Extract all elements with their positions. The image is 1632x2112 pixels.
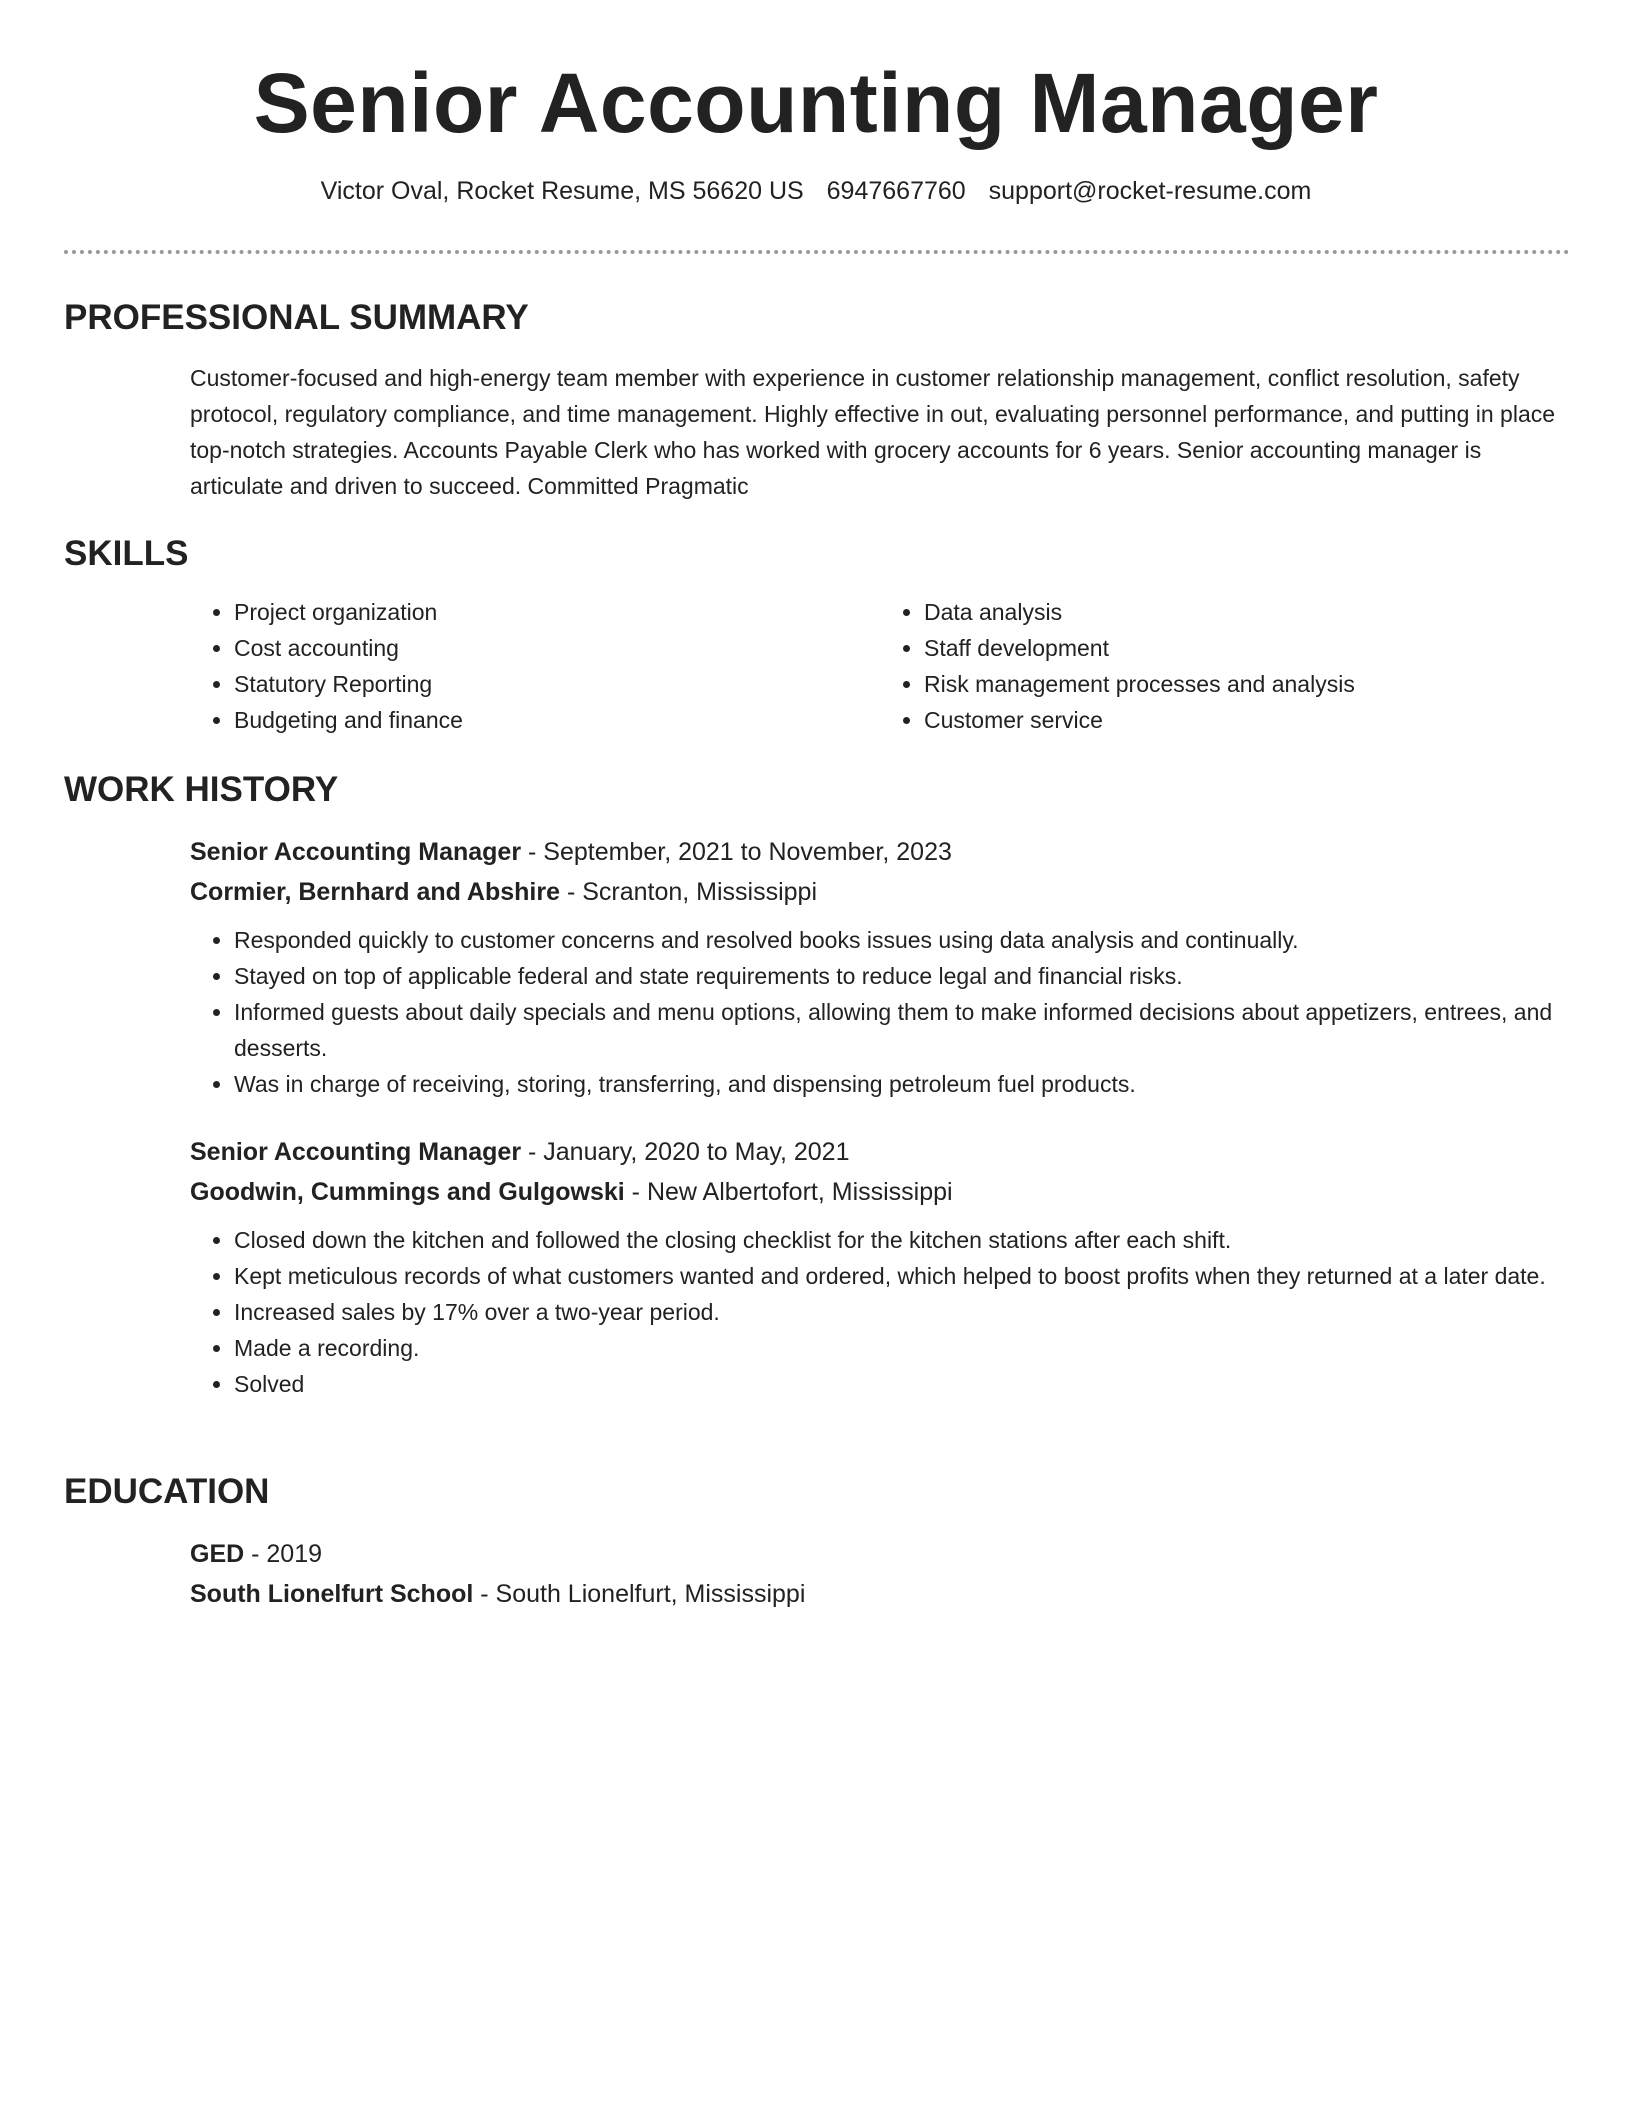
job-role-line	[190, 1132, 1570, 1172]
summary-text: Customer-focused and high-energy team member with experience in customer relationship management, conflict resolution, safety protocol, regulatory compliance, and time management. Highly effective in out, evaluating personnel performance, and putting in place top-notch strategies. Accounts Payable Clerk who has worked with grocery accounts for 6 years. Senior accounting manager is articulate and driven to succeed. Committed Pragmatic	[190, 365, 1556, 499]
education-title: EDUCATION	[64, 1472, 270, 1511]
job-company: Goodwin, Cummings and Gulgowski	[190, 1178, 625, 1206]
skills-section	[64, 532, 1570, 738]
summary-title: PROFESSIONAL SUMMARY	[64, 298, 529, 337]
skill-item: • Customer service	[924, 702, 1570, 738]
job-role: Senior Accounting Manager	[190, 1138, 522, 1166]
skill-item: • Staff development	[924, 630, 1570, 666]
skill-item: • Cost accounting	[234, 630, 880, 666]
education-section	[64, 1470, 1570, 1614]
skills-grid	[190, 594, 1570, 738]
job-bullet: • Informed guests about daily specials and menu options, allowing them to make informed decisions about appetizers, entrees, and desserts.	[234, 994, 1570, 1066]
skill-item: • Budgeting and finance	[234, 702, 880, 738]
job-role: Senior Accounting Manager	[190, 838, 522, 866]
skill-item: • Statutory Reporting	[234, 666, 880, 702]
education-school: South Lionelfurt School	[190, 1580, 474, 1608]
job-bullet: • Closed down the kitchen and followed the closing checklist for the kitchen stations after each shift.	[234, 1222, 1570, 1258]
job-bullet: • Made a recording.	[234, 1330, 1570, 1366]
job-company-line	[190, 1172, 1570, 1212]
job-company: Cormier, Bernhard and Abshire	[190, 878, 560, 906]
summary-section	[64, 296, 1570, 504]
contact-line	[0, 174, 1632, 208]
job-bullet: • Increased sales by 17% over a two-year period.	[234, 1294, 1570, 1330]
job-dates: - January, 2020 to May, 2021	[521, 1138, 850, 1166]
job-entry	[190, 832, 1570, 1102]
contact-email: support@rocket-resume.com	[988, 177, 1312, 205]
skill-item: • Project organization	[234, 594, 880, 630]
job-dates: - September, 2021 to November, 2023	[521, 838, 952, 866]
education-degree-line	[190, 1534, 1570, 1574]
job-bullets	[190, 1222, 1570, 1402]
job-bullets	[190, 922, 1570, 1102]
skill-item: • Risk management processes and analysis	[924, 666, 1570, 702]
header-divider	[64, 250, 1570, 254]
job-role-line	[190, 832, 1570, 872]
education-body	[190, 1534, 1570, 1614]
work-body	[190, 832, 1570, 1402]
job-entry	[190, 1132, 1570, 1402]
work-section	[64, 768, 1570, 1402]
resume-header	[0, 0, 1632, 208]
job-location: - New Albertofort, Mississippi	[624, 1178, 953, 1206]
contact-phone: 6947667760	[826, 177, 966, 205]
education-location: - South Lionelfurt, Mississippi	[473, 1580, 806, 1608]
contact-address: Victor Oval, Rocket Resume, MS 56620 US	[320, 177, 804, 205]
job-bullet: • Responded quickly to customer concerns and resolved books issues using data analysis and continually.	[234, 922, 1570, 958]
work-title: WORK HISTORY	[64, 770, 339, 809]
job-bullet: • Solved	[234, 1366, 1570, 1402]
job-company-line	[190, 872, 1570, 912]
skills-list-right	[880, 594, 1570, 738]
job-bullet: • Was in charge of receiving, storing, transferring, and dispensing petroleum fuel products.	[234, 1066, 1570, 1102]
skills-title: SKILLS	[64, 534, 189, 573]
skills-list-left	[190, 594, 880, 738]
job-location: - Scranton, Mississippi	[560, 878, 818, 906]
education-year: - 2019	[244, 1540, 323, 1568]
candidate-name: Senior Accounting Manager	[253, 56, 1379, 150]
education-school-line	[190, 1574, 1570, 1614]
job-bullet: • Kept meticulous records of what customers wanted and ordered, which helped to boost profits when they returned at a later date.	[234, 1258, 1570, 1294]
education-degree: GED	[190, 1540, 245, 1568]
skill-item: • Data analysis	[924, 594, 1570, 630]
job-bullet: • Stayed on top of applicable federal and state requirements to reduce legal and financial risks.	[234, 958, 1570, 994]
